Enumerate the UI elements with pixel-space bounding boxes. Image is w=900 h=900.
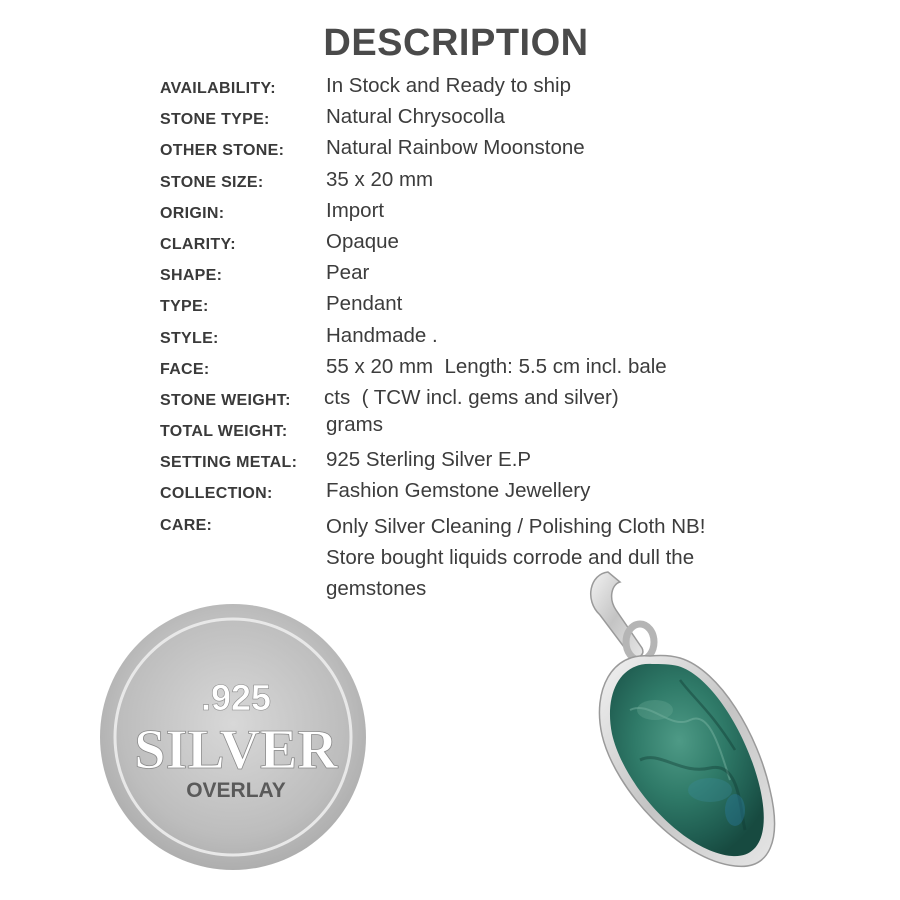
page-title: DESCRIPTION	[323, 22, 589, 64]
spec-label: SHAPE:	[160, 267, 223, 285]
spec-row-collection	[160, 475, 860, 506]
spec-label: AVAILABILITY:	[160, 80, 276, 97]
spec-value: Handmade .	[326, 323, 438, 347]
pendant-image	[560, 560, 800, 880]
spec-row-clarity	[160, 226, 860, 257]
spec-value: Natural Rainbow Moonstone	[326, 136, 585, 160]
spec-value: 925 Sterling Silver E.P	[326, 448, 532, 472]
spec-label: CARE:	[160, 516, 213, 534]
spec-row-care	[160, 507, 860, 600]
spec-value: 55 x 20 mm Length: 5.5 cm incl. bale	[326, 354, 667, 378]
bale-loop	[591, 572, 643, 657]
spec-label: FACE:	[160, 360, 210, 378]
spec-row-origin	[160, 195, 860, 226]
spec-row-stone-weight	[160, 382, 860, 413]
spec-label: ORIGIN:	[160, 204, 225, 222]
badge-silver-text: SILVER	[134, 719, 338, 781]
spec-row-stone-size	[160, 164, 860, 195]
spec-value: Natural Chrysocolla	[326, 105, 505, 129]
spec-value: Fashion Gemstone Jewellery	[326, 479, 591, 503]
spec-label: TOTAL WEIGHT:	[160, 423, 288, 441]
spec-label: STONE WEIGHT:	[160, 391, 291, 409]
spec-label: STONE SIZE:	[160, 173, 264, 191]
spec-value: grams	[326, 413, 383, 437]
spec-row-other-stone	[160, 132, 860, 163]
badge-overlay-text: OVERLAY	[186, 779, 286, 802]
spec-row-stone-type	[160, 101, 860, 132]
spec-value: In Stock and Ready to ship	[326, 74, 572, 97]
chrysocolla-stone	[610, 664, 764, 856]
spec-row-setting-metal	[160, 444, 860, 475]
spec-value: Opaque	[326, 229, 399, 253]
spec-label: COLLECTION:	[160, 485, 273, 503]
spec-row-shape	[160, 257, 860, 288]
spec-row-style	[160, 320, 860, 351]
spec-value: 35 x 20 mm	[326, 167, 434, 191]
silver-overlay-badge	[98, 602, 368, 872]
spec-row-face	[160, 351, 860, 382]
spec-value: Pendant	[326, 292, 403, 316]
spec-label: CLARITY:	[160, 235, 236, 253]
spec-label: STONE TYPE:	[160, 111, 270, 129]
spec-row-total-weight	[160, 413, 860, 444]
spec-row-type	[160, 288, 860, 319]
spec-value: Only Silver Cleaning / Polishing Cloth NB! Store bought liquids corrode and dull the gemstones	[326, 514, 706, 600]
spec-value: Pear	[326, 261, 370, 285]
spec-label: OTHER STONE:	[160, 142, 285, 160]
spec-label: TYPE:	[160, 298, 209, 316]
spec-value: cts ( TCW incl. gems and silver)	[324, 385, 619, 409]
spec-value: Import	[326, 198, 385, 222]
spec-row-availability	[160, 70, 860, 101]
spec-label: SETTING METAL:	[160, 454, 298, 472]
badge-925-text: .925	[200, 677, 272, 718]
spec-list	[160, 70, 860, 600]
spec-label: STYLE:	[160, 329, 219, 347]
